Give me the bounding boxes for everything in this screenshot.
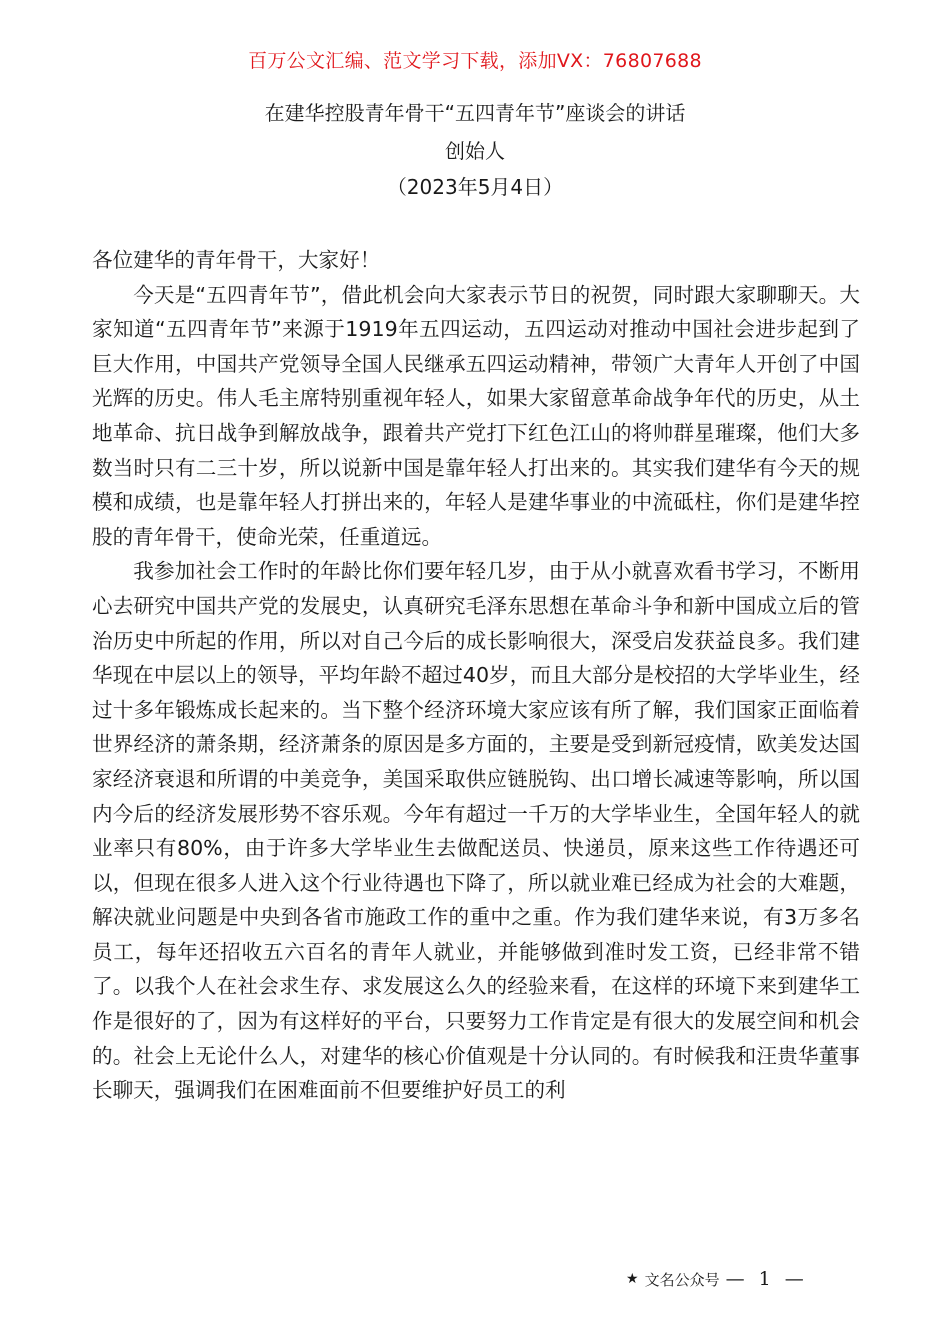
page-number: — 1 — — [725, 1268, 808, 1290]
promo-banner: 百万公文汇编、范文学习下载，添加VX：76807688 — [248, 50, 702, 72]
speech-title: 在建华控股青年骨干“五四青年节”座谈会的讲话 — [264, 101, 686, 125]
greeting: 各位建华的青年骨干，大家好！ — [92, 248, 381, 272]
speech-author: 创始人 — [445, 139, 505, 163]
paragraph: 我参加社会工作时的年龄比你们要年轻几岁，由于从小就喜欢看书学习，不断用心去研究中国共产党的发展史，认真研究毛泽东思想在革命斗争和新中国成立后的管治历史中所起的作用，所以对自己今后的成长影响很大，深受启发获益良多。我们建华现在中层以上的领导，平均年龄不超过40岁，而且大部分是校招的大学毕业生，经过十多年锻炼成长起来的。当下整个经济环境大家应该有所了解，我们国家正面临着世界经济的萧条期，经济萧条的原因是多方面的，主要是受到新冠疫情，欧美发达国家经济衰退和所谓的中美竞争，美国采取供应链脱钩、出口增长减速等影响，所以国内今后的经济发展形势不容乐观。今年有超过一千万的大学毕业生，全国年轻人的就业率只有80%，由于许多大学毕业生去做配送员、快递员，原来这些工作待遇还可以，但现在很多人进入这个行业待遇也下降了，所以就业难已经成为社会的大难题，解决就业问题是中央到各省市施政工作的重中之重。作为我们建华来说，有3万多名员工，每年还招收五六百名的青年人就业，并能够做到准时发工资，已经非常不错了。以我个人在社会求生存、求发展这么久的经验来看，在这样的环境下来到建华工作是很好的了，因为有这样好的平台，只要努力工作肯定是有很大的发展空间和机会的。社会上无论什么人，对建华的核心价值观是十分认同的。有时候我和汪贵华董事长聊天，强调我们在困难面前不但要维护好员工的利 — [92, 559, 860, 1103]
page-footer — [626, 1268, 808, 1290]
star-icon: ★ — [626, 1271, 639, 1287]
footer-label: 文名公众号 — [644, 1270, 720, 1289]
speech-body — [92, 243, 860, 1108]
speech-date: （2023年5月4日） — [386, 175, 564, 199]
paragraph: 今天是“五四青年节”，借此机会向大家表示节日的祝贺，同时跟大家聊聊天。大家知道“五四青年节”来源于1919年五四运动，五四运动对推动中国社会进步起到了巨大作用，中国共产党领导全国人民继承五四运动精神，带领广大青年人开创了中国光辉的历史。伟人毛主席特别重视年轻人，如果大家留意革命战争年代的历史，从土地革命、抗日战争到解放战争，跟着共产党打下红色江山的将帅群星璀璨，他们大多数当时只有二三十岁，所以说新中国是靠年轻人打出来的。其实我们建华有今天的规模和成绩，也是靠年轻人打拼出来的，年轻人是建华事业的中流砥柱，你们是建华控股的青年骨干，使命光荣，任重道远。 — [92, 282, 860, 549]
